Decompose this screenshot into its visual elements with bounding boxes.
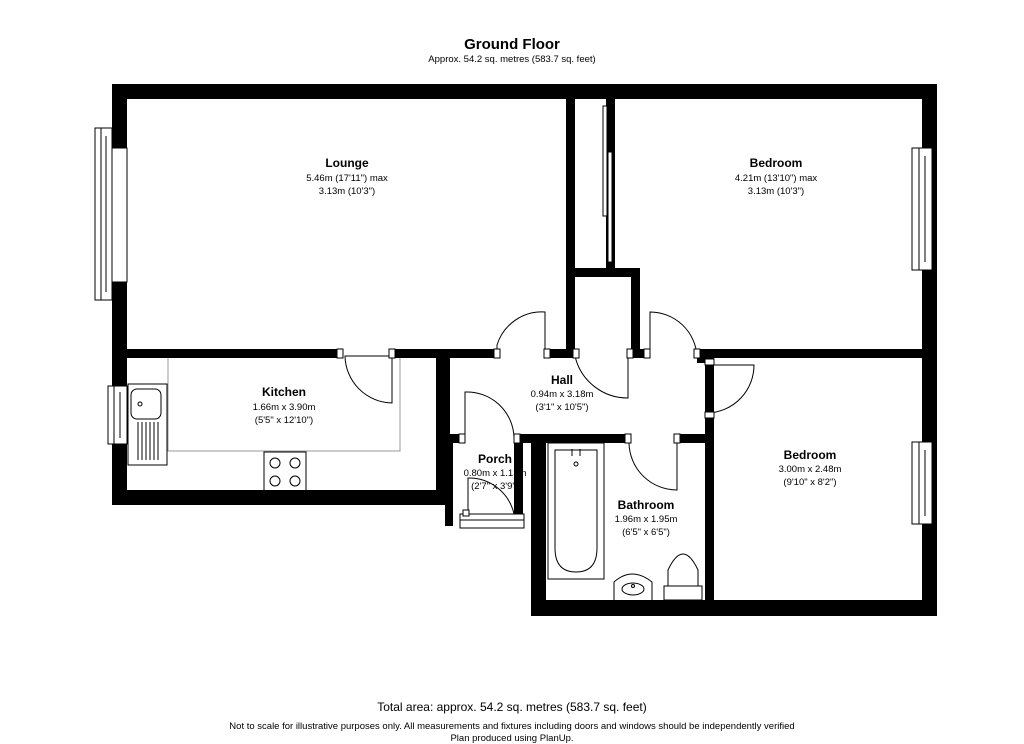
room-dimension: (6'5" x 6'5") — [622, 527, 670, 538]
floor-title: Ground Floor — [464, 36, 560, 53]
room-lounge — [306, 156, 388, 197]
basin-icon — [614, 574, 652, 600]
room-name: Kitchen — [261, 385, 307, 399]
room-dimension: (3'1" x 10'5") — [535, 402, 589, 413]
room-dimension: 1.96m x 1.95m — [614, 514, 678, 525]
room-name: Bathroom — [617, 498, 675, 512]
room-dimension: 0.94m x 3.18m — [530, 389, 594, 400]
disclaimer-text: Not to scale for illustrative purposes only. All measurements and fixtures including doors and windows should be independently verified — [229, 721, 795, 732]
room-hall — [531, 373, 594, 413]
room-name: Lounge — [325, 156, 369, 170]
room-bathroom — [615, 498, 678, 538]
room-dimension: 5.46m (17'11") max — [306, 173, 388, 184]
total-area: Total area: approx. 54.2 sq. metres (583.7 sq. feet) — [377, 700, 647, 714]
room-dimension: 1.66m x 3.90m — [252, 402, 316, 413]
bath-icon — [548, 443, 604, 579]
room-dimension: (2'7" x 3'9") — [471, 481, 519, 492]
room-kitchen — [253, 385, 316, 426]
hob-icon — [264, 452, 306, 492]
room-name: Porch — [477, 452, 513, 466]
room-dimension: (5'5" x 12'10") — [254, 415, 314, 426]
room-name: Hall — [550, 373, 574, 387]
room-name: Bedroom — [749, 156, 803, 170]
room-dimension: (9'10" x 8'2") — [783, 477, 837, 488]
toilet-icon — [664, 554, 702, 600]
room-bedroom-2 — [779, 448, 842, 488]
room-bedroom-1 — [735, 156, 818, 197]
credit-text: Plan produced using PlanUp. — [450, 733, 574, 744]
room-dimension: 0.80m x 1.13m — [463, 468, 527, 479]
room-dimension: 3.13m (10'3") — [318, 186, 376, 197]
sink-icon — [128, 384, 167, 465]
floor-area-subtitle: Approx. 54.2 sq. metres (583.7 sq. feet) — [428, 54, 596, 65]
room-dimension: 4.21m (13'10") max — [734, 173, 818, 184]
room-name: Bedroom — [783, 448, 837, 462]
room-dimension: 3.13m (10'3") — [747, 186, 805, 197]
room-dimension: 3.00m x 2.48m — [778, 464, 842, 475]
